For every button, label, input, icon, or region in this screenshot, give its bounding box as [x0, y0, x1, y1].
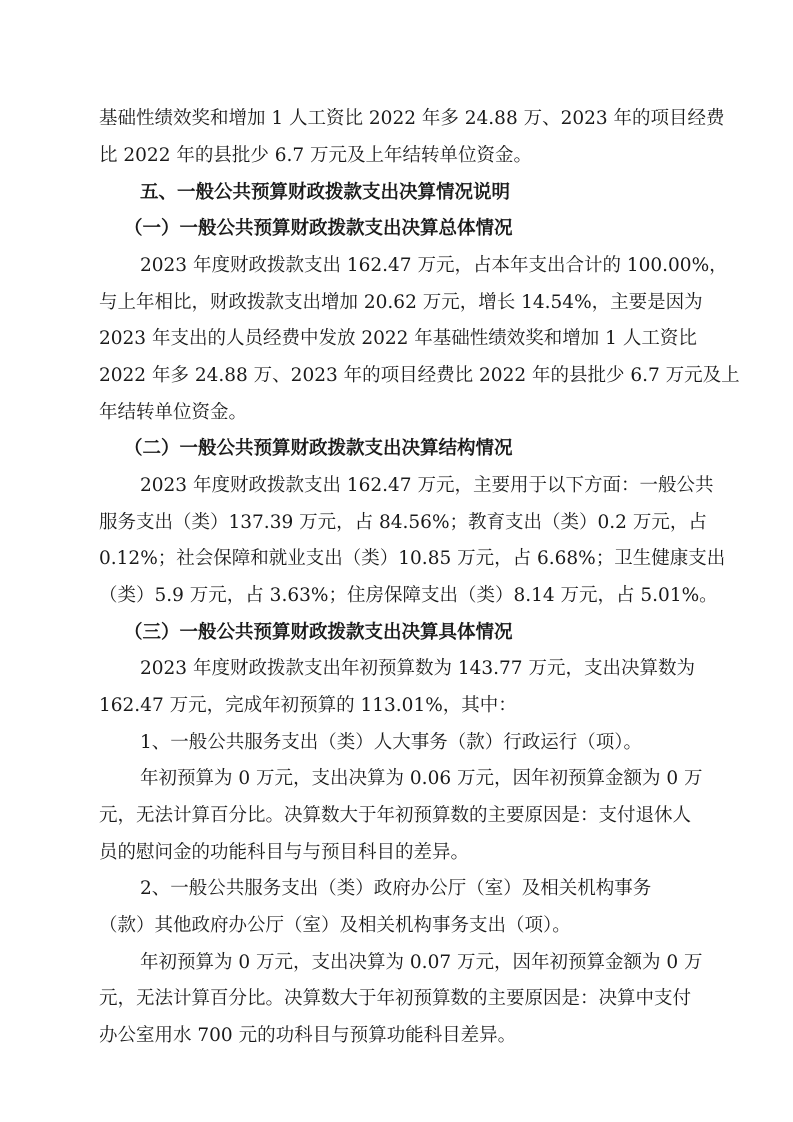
intro-line: 基础性绩效奖和增加 1 人工资比 2022 年多 24.88 万、2023 年的项目经费: [99, 108, 725, 129]
item-two-title: 2、一般公共服务支出（类）政府办公厅（室）及相关机构事务: [140, 878, 652, 899]
paragraph-line: 年结转单位资金。: [99, 402, 248, 423]
section-five-title: 五、一般公共预算财政拨款支出决算情况说明: [140, 182, 511, 203]
paragraph-line: 员的慰问金的功能科目与与预目科目的差异。: [99, 842, 470, 863]
item-one-title: 1、一般公共服务支出（类）人大事务（款）行政运行（项）。: [140, 732, 643, 753]
paragraph-line: 2023 年度财政拨款支出 162.47 万元，占本年支出合计的 100.00%，: [140, 255, 728, 276]
paragraph-line: （类）5.9 万元，占 3.63%；住房保障支出（类）8.14 万元，占 5.01%。: [99, 585, 718, 606]
paragraph-line: 服务支出（类）137.39 万元，占 84.56%；教育支出（类）0.2 万元，占: [99, 512, 707, 533]
paragraph-line: 2023 年支出的人员经费中发放 2022 年基础性绩效奖和增加 1 人工资比: [99, 328, 697, 349]
paragraph-line: 0.12%；社会保障和就业支出（类）10.85 万元，占 6.68%；卫生健康支出: [99, 548, 726, 569]
paragraph-line: 2023 年度财政拨款支出 162.47 万元，主要用于以下方面：一般公共: [140, 475, 714, 496]
paragraph-line: 与上年相比，财政拨款支出增加 20.62 万元，增长 14.54%，主要是因为: [99, 292, 703, 313]
paragraph-line: 2023 年度财政拨款支出年初预算数为 143.77 万元，支出决算数为: [140, 658, 695, 679]
paragraph-line: 元，无法计算百分比。决算数大于年初预算数的主要原因是：决算中支付: [99, 988, 692, 1009]
intro-line: 比 2022 年的县批少 6.7 万元及上年结转单位资金。: [99, 145, 533, 166]
paragraph-line: 年初预算为 0 万元，支出决算为 0.06 万元，因年初预算金额为 0 万: [140, 768, 703, 789]
paragraph-line: 元，无法计算百分比。决算数大于年初预算数的主要原因是：支付退休人: [99, 805, 692, 826]
paragraph-line: 162.47 万元，完成年初预算的 113.01%，其中：: [99, 695, 517, 716]
paragraph-line: 年初预算为 0 万元，支出决算为 0.07 万元，因年初预算金额为 0 万: [140, 952, 703, 973]
paragraph-line: 2022 年多 24.88 万、2023 年的项目经费比 2022 年的县批少 6.7 万元及上: [99, 365, 740, 386]
item-two-title: （款）其他政府办公厅（室）及相关机构事务支出（项）。: [99, 915, 571, 936]
part-two-heading: （二）一般公共预算财政拨款支出决算结构情况: [124, 438, 513, 459]
part-one-heading: （一）一般公共预算财政拨款支出决算总体情况: [124, 218, 513, 239]
part-three-heading: （三）一般公共预算财政拨款支出决算具体情况: [124, 622, 513, 643]
paragraph-line: 办公室用水 700 元的功科目与预算功能科目差异。: [99, 1025, 517, 1046]
